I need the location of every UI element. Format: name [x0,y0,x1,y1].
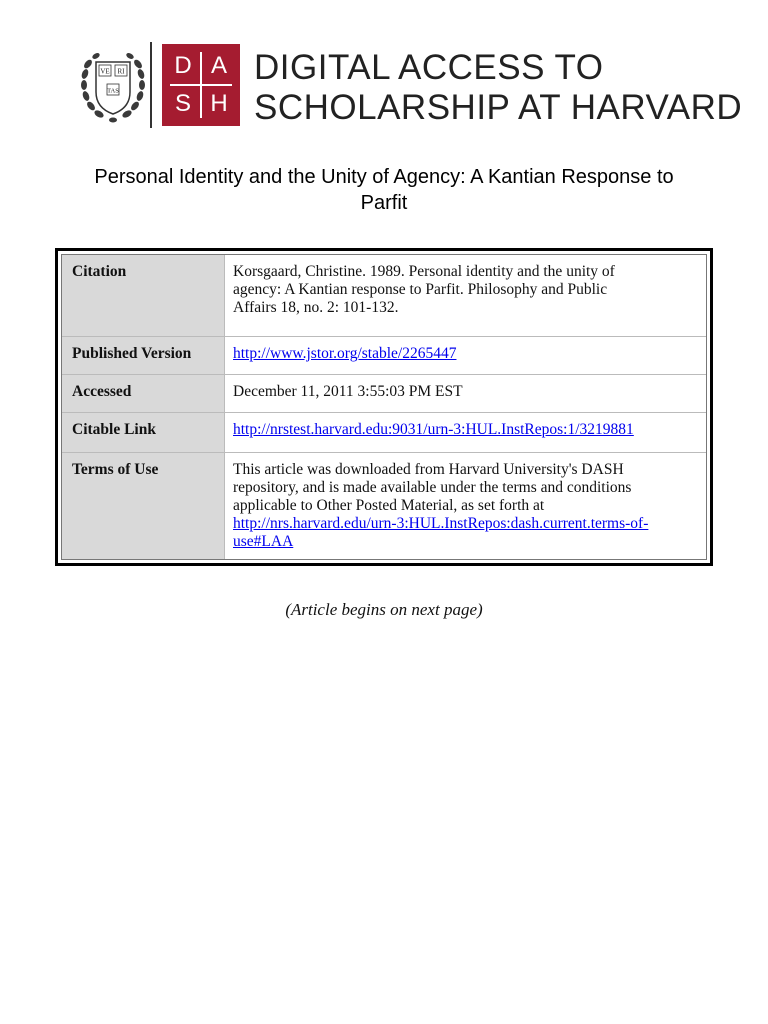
terms-link-line-1: http://nrs.harvard.edu/urn-3:HUL.InstRepos:dash.current.terms-of- [233,515,649,532]
seal-text-1: VE [100,67,110,76]
terms-link-line-2: use#LAA [233,533,294,550]
published-version-value [225,337,706,374]
dash-letter-d: D [174,52,192,79]
table-row-citable-link [62,413,706,453]
article-title-line-2: Parfit [360,192,408,214]
terms-link[interactable] [233,515,698,551]
harvard-seal-logo [78,44,156,128]
terms-of-use-label: Terms of Use [62,453,225,559]
citable-link-label: Citable Link [62,413,225,452]
terms-line-3: applicable to Other Posted Material, as set forth at [233,497,545,514]
table-row-citation [62,255,706,337]
citation-table [55,248,713,566]
header-divider [150,42,152,128]
article-title-line-1: Personal Identity and the Unity of Agency: A Kantian Response to [94,166,674,188]
article-begins-note: (Article begins on next page) [285,600,483,619]
brand-line-1: DIGITAL ACCESS TO [254,48,604,87]
citable-link-value [225,413,706,452]
accessed-label: Accessed [62,375,225,412]
dash-letter-s: S [174,90,191,117]
table-row-published-version [62,337,706,375]
citation-label: Citation [62,255,225,336]
citation-line-3: Affairs 18, no. 2: 101-132. [233,299,399,316]
terms-of-use-value [225,453,706,559]
article-title [40,164,728,216]
citable-link[interactable]: http://nrstest.harvard.edu:9031/urn-3:HUL.InstRepos:1/3219881 [233,421,634,438]
seal-text-3: TAS [107,87,119,95]
dash-logo-hdivider [170,84,232,86]
terms-line-2: repository, and is made available under the terms and conditions [233,479,632,496]
citation-line-1: Korsgaard, Christine. 1989. Personal identity and the unity of [233,263,615,280]
brand-title [254,48,742,128]
published-version-link[interactable]: http://www.jstor.org/stable/2265447 [233,345,457,362]
seal-text-2: RI [117,67,125,76]
dash-letter-a: A [210,52,227,79]
table-row-accessed [62,375,706,413]
citation-table-inner [61,254,707,560]
accessed-value: December 11, 2011 3:55:03 PM EST [233,383,463,400]
brand-line-2: SCHOLARSHIP AT HARVARD [254,88,743,127]
terms-line-1: This article was downloaded from Harvard University's DASH [233,461,624,478]
citation-value [225,255,706,336]
dash-logo [162,44,240,126]
dash-letter-h: H [210,90,228,117]
dash-header [78,42,743,128]
table-row-terms-of-use [62,453,706,559]
citation-line-2: agency: A Kantian response to Parfit. Philosophy and Public [233,281,608,298]
published-version-label: Published Version [62,337,225,374]
